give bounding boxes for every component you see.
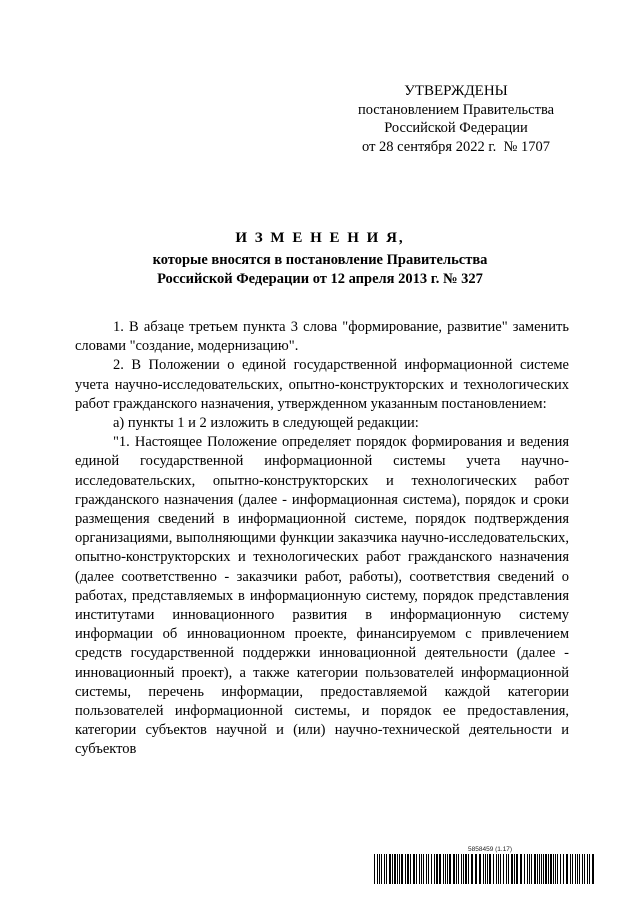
paragraph: "1. Настоящее Положение определяет порядок формирования и ведения единой государственной информационной системы учета научно-исследовательских, опытно-конструкторских и технологических работ гражданского назначения (далее - информационная система), порядок и сроки размещения сведений в информационной системе, порядок подтверждения организациями, выполняющими функции заказчика научно-исследовательских, опытно-конструкторских и технологических работ гражданского назначения (далее соответственно - заказчики работ, работы), соответствия сведений о работах, представляемых в информационную систему, порядок представления институтами инновационного развития в информационную систему информации об инновационном проекте, финансируемом с привлечением средств государственной поддержки инновационной деятельности (далее - инновационный проект), а также категории пользователей информационной системы, перечень информации, предоставляемой каждой категории пользователей информационной системы, и порядок ее предоставления, категории субъектов научной и (или) научно-технической деятельности и субъектов	[75, 434, 569, 758]
document-heading	[90, 230, 550, 289]
paragraph: 2. В Положении о единой государственной информационной системе учета научно-исследовательских, опытно-конструкторских и технологических работ гражданского назначения, утвержденном указанным постановлением:	[75, 357, 569, 412]
approval-line: Российской Федерации	[384, 120, 528, 136]
paragraph: 1. В абзаце третьем пункта 3 слова "формирование, развитие" заменить словами "создание, модернизацию".	[75, 319, 569, 355]
barcode	[374, 854, 594, 884]
document-subtitle	[90, 251, 550, 289]
document-title: И З М Е Н Е Н И Я,	[235, 230, 405, 246]
subtitle-line: которые вносятся в постановление Правительства	[152, 252, 488, 268]
approval-title: УТВЕРЖДЕНЫ	[404, 83, 508, 99]
approval-date: от 28 сентября 2022 г. № 1707	[362, 138, 550, 155]
barcode-number: 5858459 (1.17)	[468, 846, 513, 853]
subtitle-line: Российской Федерации от 12 апреля 2013 г. № 327	[157, 271, 483, 287]
paragraph: а) пункты 1 и 2 изложить в следующей редакции:	[113, 415, 419, 432]
approval-stamp	[340, 82, 572, 156]
document-body	[75, 318, 569, 760]
approval-line: постановлением Правительства	[357, 101, 555, 118]
